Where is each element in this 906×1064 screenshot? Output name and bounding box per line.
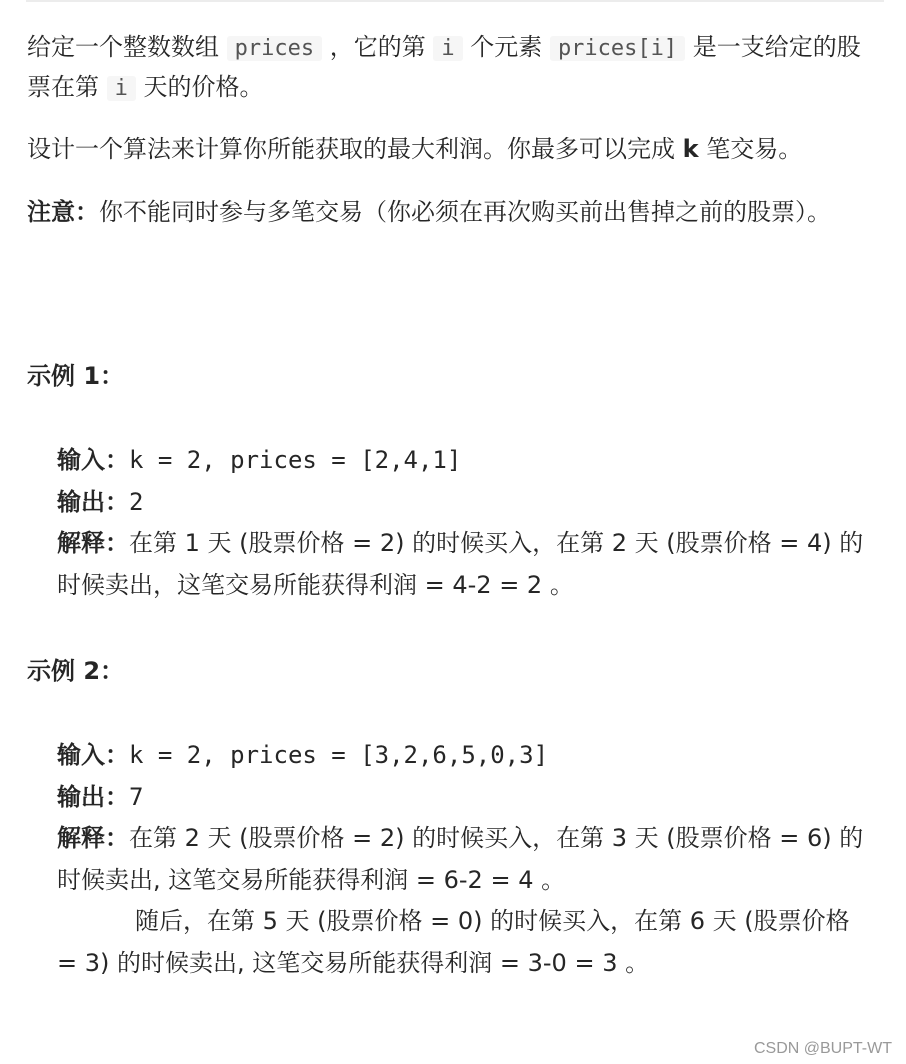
example-1-title: 示例 1： <box>27 362 125 390</box>
example-1-block: 输入：k = 2, prices = [2,4,1] 输出：2 解释：在第 1 天 (股票价格 = 2) 的时候买入，在第 2 天 (股票价格 = 4) 的时候卖出，这笔交易所能获得利润 = 4-2 = 2 。 <box>57 446 864 599</box>
inline-code: i <box>433 36 462 61</box>
watermark: CSDN @BUPT-WT <box>753 1040 892 1057</box>
description-paragraph-1: 给定一个整数数组 prices ，它的第 i 个元素 prices[i] 是一支给定的股票在第 i 天的价格。 <box>27 33 861 101</box>
inline-code: prices[i] <box>550 36 685 61</box>
note-label: 注意： <box>27 198 99 226</box>
inline-code: prices <box>227 36 322 61</box>
top-divider <box>26 0 884 2</box>
note-paragraph: 注意：你不能同时参与多笔交易（你必须在再次购买前出售掉之前的股票）。 <box>27 198 831 226</box>
inline-code: i <box>107 76 136 101</box>
example-2-title: 示例 2： <box>27 657 125 685</box>
description-paragraph-2: 设计一个算法来计算你所能获取的最大利润。你最多可以完成 k 笔交易。 <box>27 135 803 163</box>
example-2-block: 输入：k = 2, prices = [3,2,6,5,0,3] 输出：7 解释：在第 2 天 (股票价格 = 2) 的时候买入，在第 3 天 (股票价格 = 6) 的时候卖出, 这笔交易所能获得利润 = 6-2 = 4 。 随后，在第 5 天 (股票价格 = 0) 的时候买入，在第 6 天 (股票价格 = 3) 的时候卖出, 这笔交易所能获得利润 = 3-0 = 3 。 <box>57 741 864 977</box>
